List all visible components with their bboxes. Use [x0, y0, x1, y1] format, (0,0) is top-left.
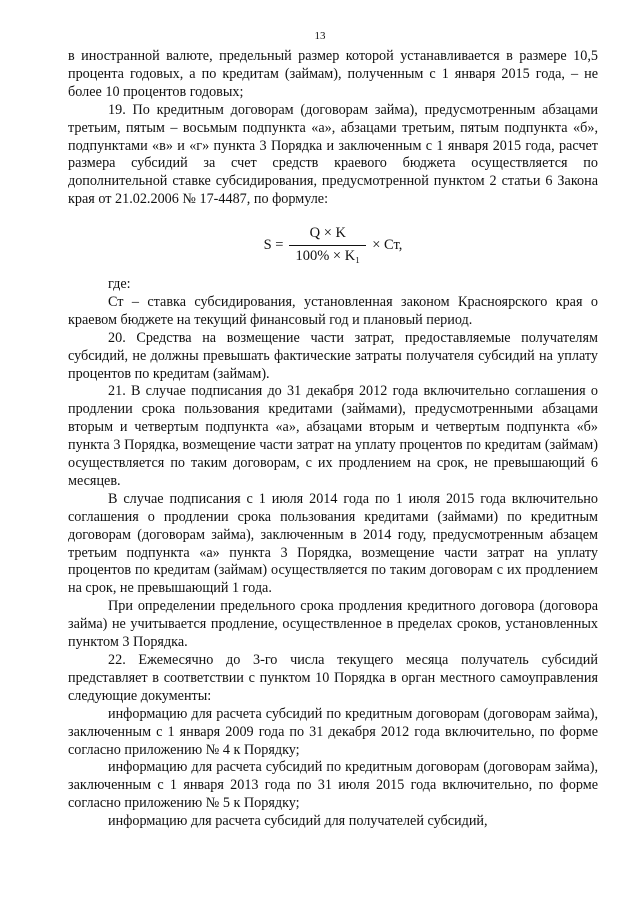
rate-definition: Ст – ставка субсидирования, установленная законом Красноярского края о краевом бюджете на текущий финансовый год и плановый период.	[68, 293, 598, 328]
paragraph-21-limit-note: При определении предельного срока продления кредитного договора (договора займа) не учитывается продление, осуществленное в пределах сроков, установленных пунктом 3 Порядка.	[68, 598, 598, 651]
where-label: где:	[108, 275, 131, 292]
formula-numerator: Q × K	[309, 225, 347, 242]
formula-denominator: 100% × K₁	[289, 245, 366, 266]
paragraph-20: 20. Средства на возмещение части затрат, предоставляемые получателям субсидий, не должны превышать фактические затраты получателя субсидий на уплату процентов по кредитам (займам).	[68, 329, 598, 382]
formula-rhs: × Ст,	[372, 236, 403, 253]
list-item: информацию для расчета субсидий по кредитным договорам (договорам займа), заключенным с 1 января 2009 года по 31 декабря 2012 года включительно, по форме согласно приложению № 4 к Порядку;	[68, 705, 598, 758]
list-item: информацию для расчета субсидий для получателей субсидий,	[108, 813, 488, 830]
paragraph-21-extension-2014: В случае подписания с 1 июля 2014 года по 1 июля 2015 года включительно соглашения о продлении срока пользования кредитами (займами) по кредитным договорам (договорам займа), заключенным в 2014 году, предусмотренным абзацем третьим подпункта «а» пункта 3 Порядка, возмещение части затрат на уплату процентов по кредитам (займам) осуществляется по таким договорам с их продлением на срок, не превышающий 1 года.	[68, 490, 598, 597]
paragraph-continuation: в иностранной валюте, предельный размер которой устанавливается в размере 10,5 процента годовых, а по кредитам (займам), полученным с 1 января 2015 года, – не более 10 процентов годовых;	[68, 48, 598, 100]
list-item: информацию для расчета субсидий по кредитным договорам (договорам займа), заключенным с 1 января 2013 года по 31 июля 2015 года включительно, по форме согласно приложению № 5 к Порядку;	[68, 759, 598, 812]
documents-list	[68, 706, 598, 831]
subsidy-formula	[68, 225, 598, 266]
formula-lhs: S =	[263, 236, 284, 253]
paragraph-19: 19. По кредитным договорам (договорам займа), предусмотренным абзацами третьим, пятым – восьмым подпункта «а», абзацами третьим, пятым подпункта «б», подпунктами «в» и «г» пункта 3 Порядка и заключенным с 1 января 2015 года, расчет размера субсидий за счет средств краевого бюджета осуществляется по дополнительной ставке субсидирования, предусмотренной пунктом 2 статьи 6 Закона края от 21.02.2006 № 17-4487, по формуле:	[68, 101, 598, 208]
paragraph-22: 22. Ежемесячно до 3-го числа текущего месяца получатель субсидий представляет в соответствии с пунктом 10 Порядка в орган местного самоуправления следующие документы:	[68, 652, 598, 704]
document-body	[68, 48, 598, 831]
paragraph-21: 21. В случае подписания до 31 декабря 2012 года включительно соглашения о продлении срока пользования кредитами (займами), предусмотренными абзацами вторым и четвертым подпункта «а», абзацами вторым и четвертым подпункта «б» пункта 3 Порядка, возмещение части затрат на уплату процентов по кредитам (займам) осуществляется по таким договорам, с их продлением на срок, не превышающий 6 месяцев.	[68, 383, 598, 489]
page-number: 13	[314, 30, 326, 42]
formula-fraction	[289, 225, 366, 266]
